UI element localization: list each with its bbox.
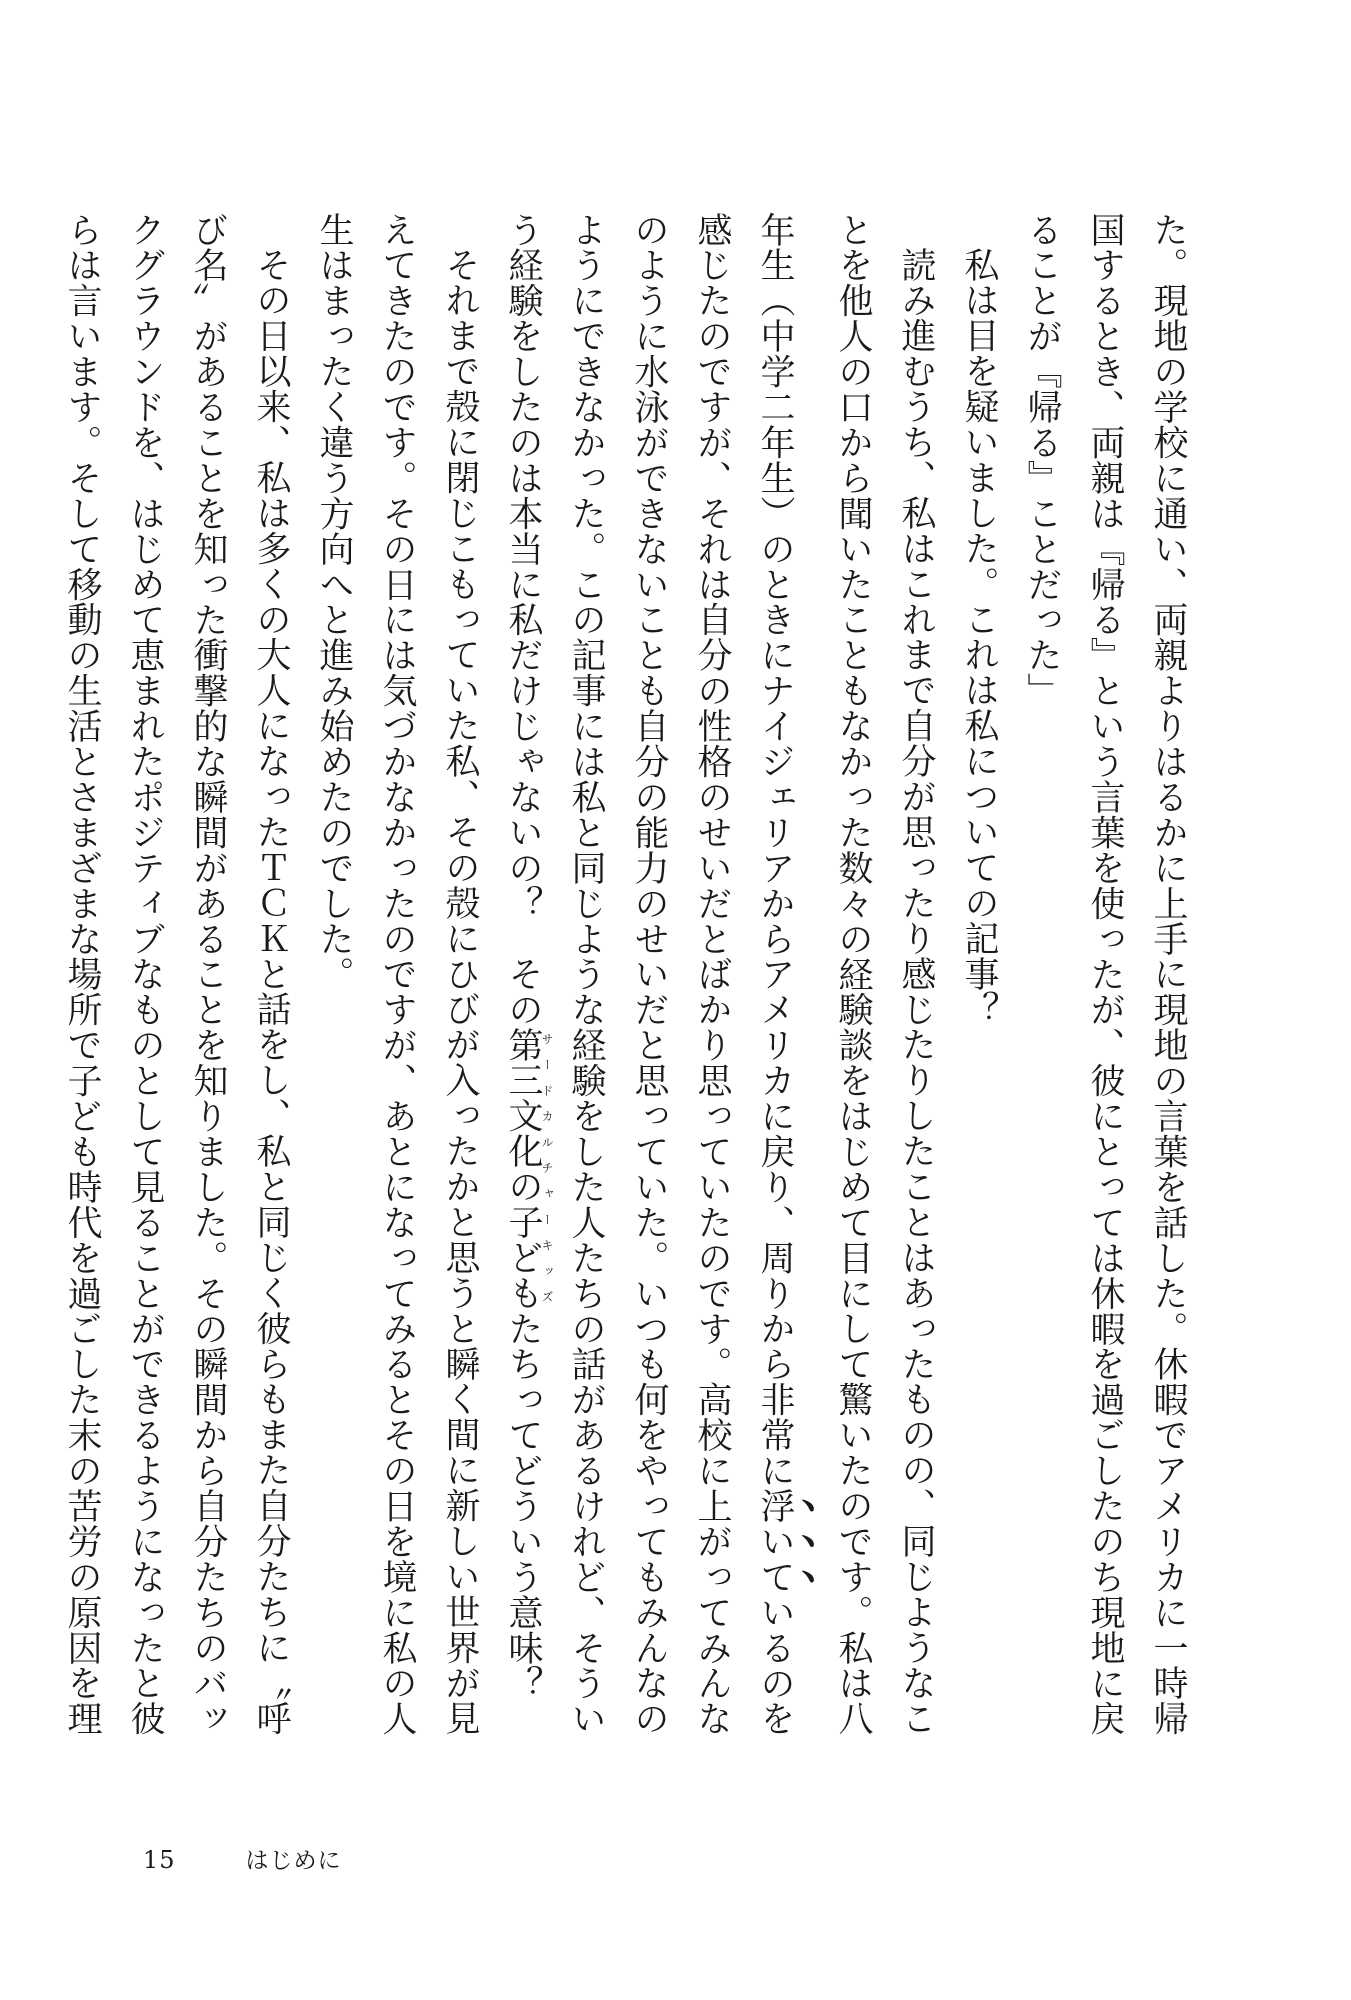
paragraph-text: たちってどういう意味？ <box>503 1310 543 1701</box>
page-footer <box>143 1842 342 1875</box>
emphasized-text: 浮いて <box>755 1488 795 1595</box>
paragraph: 私は目を疑いました。これは私についての記事？ <box>959 247 999 1027</box>
paragraph-text: 読み進むうち、私はこれまで自分が思ったり感じたりしたことはあったものの、同じようなことを他人の口から聞いたこともなかった数々の経験談をはじめて目にして驚いたのです。私は八年生（中学二年生）のときにナイジェリアからアメリカに戻り、周りから非常に <box>755 212 936 1737</box>
paragraph: それまで殻に閉じこもっていた私、その殻にひびが入ったかと思うと瞬く間に新しい世界が見えてきたのです。その日には気づかなかったのですが、あとになってみるとその日を境に私の人生はまったく違う方向へと進み始めたのでした。 <box>314 212 480 1737</box>
ruby-annotation <box>503 1027 554 1311</box>
running-head: はじめに <box>245 1848 342 1874</box>
body-text <box>50 212 1199 1747</box>
ruby-base: 第三文化の子ども <box>503 1027 543 1311</box>
paragraph <box>491 212 947 1747</box>
ruby-reading: サードカルチャーキッズ <box>540 1027 554 1311</box>
paragraph: た。現地の学校に通い、両親よりはるかに上手に現地の言葉を話した。休暇でアメリカに一時帰国するとき、両親は『帰る』という言葉を使ったが、彼にとっては休暇を過ごしたのち現地に戻ることが『帰る』ことだった」 <box>1022 212 1188 1737</box>
page-number: 15 <box>143 1846 176 1874</box>
paragraph: その日以来、私は多くの大人になったＴＣＫと話をし、私と同じく彼らもまた自分たちに〝呼び名〟があることを知った衝撃的な瞬間があることを知りました。その瞬間から自分たちのバックグラウンドを、はじめて恵まれたポジティブなものとして見ることができるようになったと彼らは言います。そして移動の生活とさまざまな場所で子ども時代を過ごした末の苦労の原因を理 <box>62 212 291 1737</box>
paragraph-text: いるのを感じたのですが、それは自分の性格のせいだとばかり思っていたのです。高校に上がってみんなのように水泳ができないことも自分の能力のせいだと思っていた。いつも何をやってもみんなのようにできなかった。この記事には私と同じような経験をした人たちの話があるけれど、そういう経験をしたのは本当に私だけじゃないの？ その <box>503 212 795 1737</box>
